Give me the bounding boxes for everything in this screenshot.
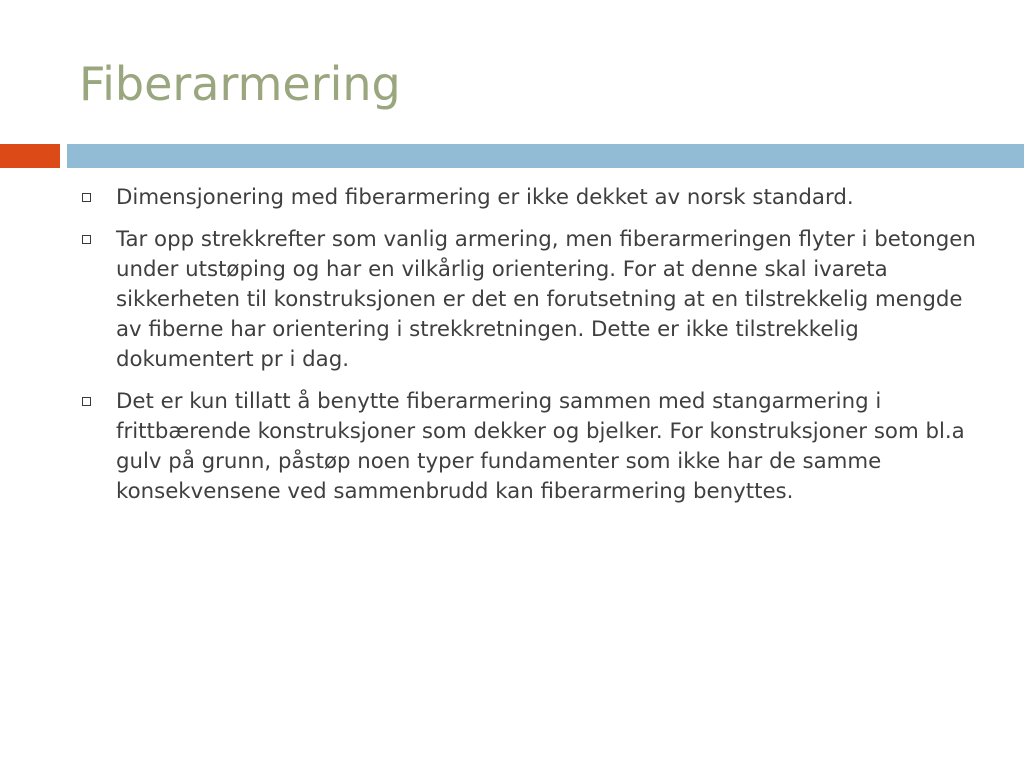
bullet-item (80, 225, 980, 375)
slide-title: Fiberarmering (79, 57, 401, 111)
accent-bar-blue (67, 144, 1024, 168)
bullet-item (80, 183, 980, 213)
bullet-text: Tar opp strekkrefter som vanlig armering, men fiberarmeringen flyter i betongen under utstøping og har en vilkårlig orientering. For at denne skal ivareta sikkerheten til konstruksjonen er det en forutsetning at en tilstrekkelig mengde av fiberne har orientering i strekkretningen. Dette er ikke tilstrekkelig dokumentert pr i dag. (116, 227, 976, 372)
hollow-square-bullet-icon (82, 397, 91, 406)
hollow-square-bullet-icon (82, 235, 91, 244)
hollow-square-bullet-icon (82, 193, 91, 202)
bullet-text: Dimensjonering med fiberarmering er ikke dekket av norsk standard. (116, 185, 854, 210)
accent-bar-orange (0, 144, 60, 168)
bullet-item (80, 387, 980, 507)
bullet-list (80, 183, 980, 519)
bullet-text: Det er kun tillatt å benytte fiberarmering sammen med stangarmering i frittbærende konstruksjoner som dekker og bjelker. For konstruksjoner som bl.a gulv på grunn, påstøp noen typer fundamenter som ikke har de samme konsekvensene ved sammenbrudd kan fiberarmering benyttes. (116, 389, 965, 504)
